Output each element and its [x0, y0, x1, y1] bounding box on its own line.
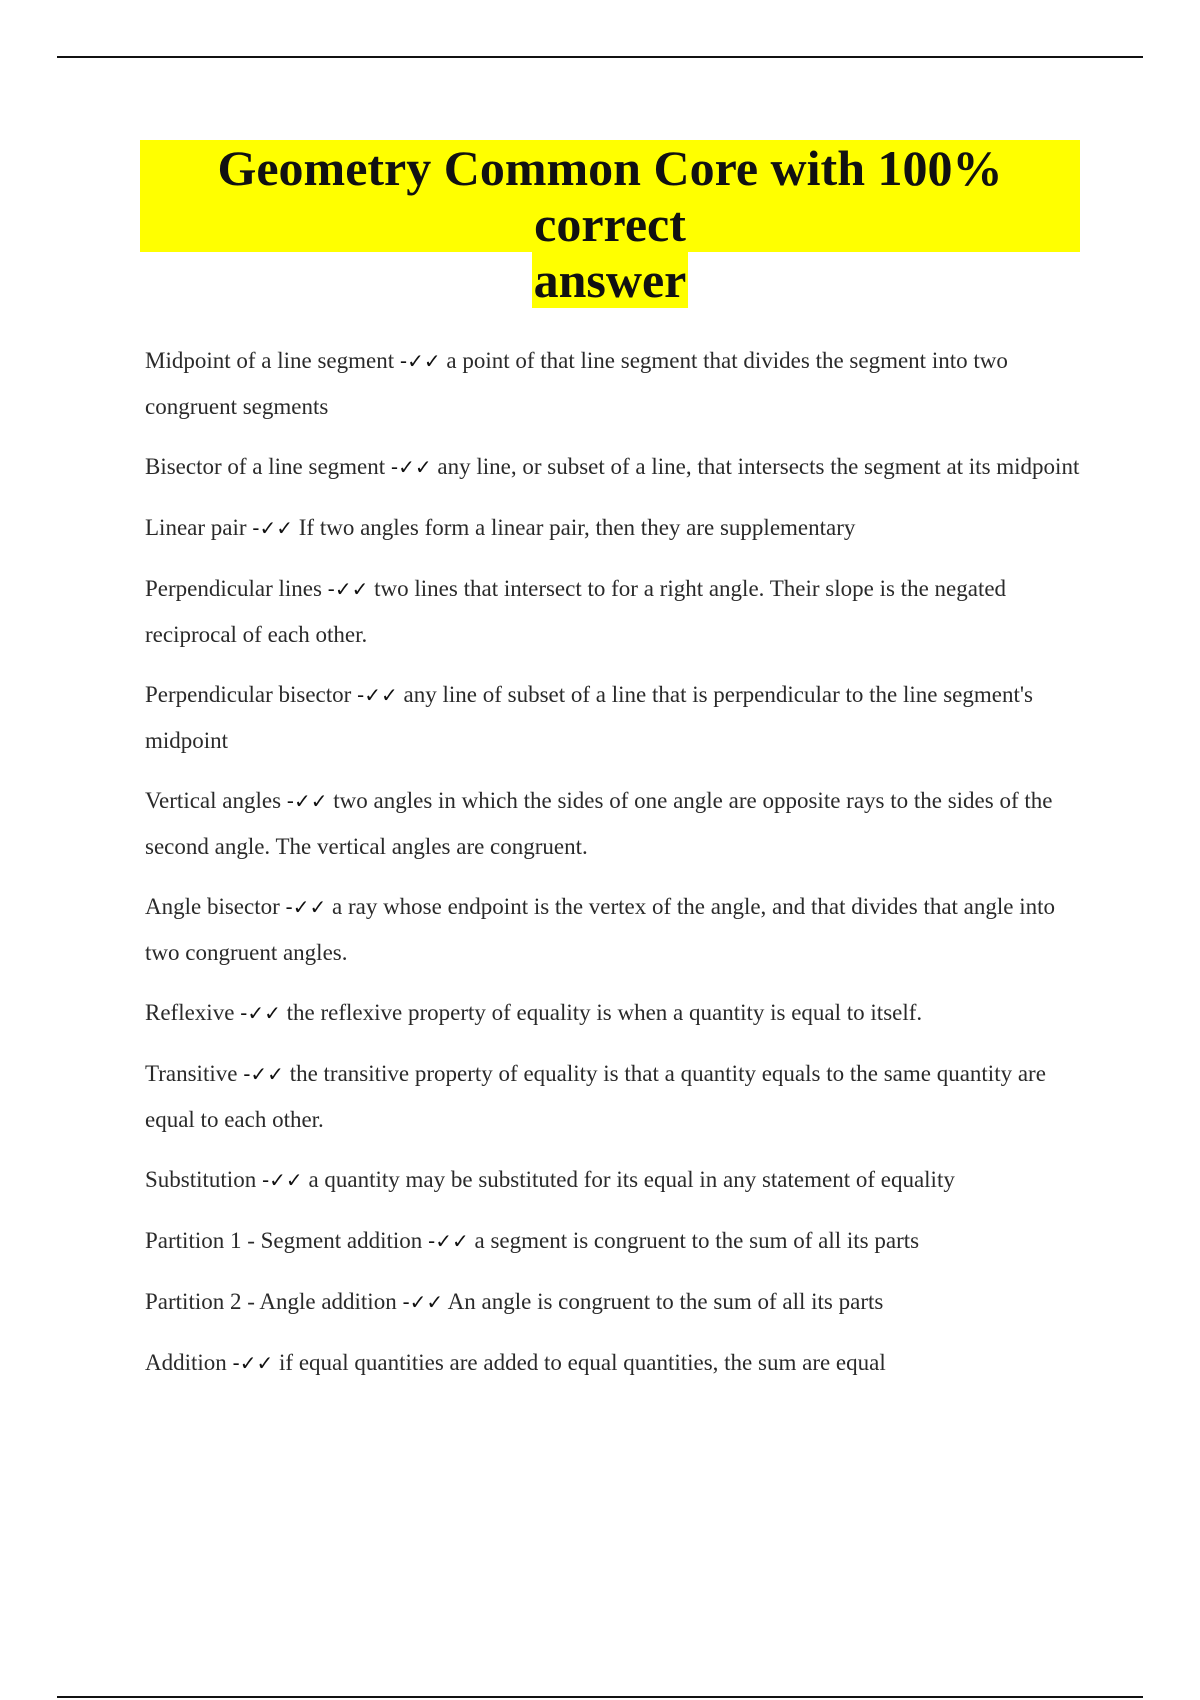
entry-definition: a quantity may be substituted for its equal in any statement of equality: [308, 1167, 955, 1192]
title-line-1: Geometry Common Core with 100% correct: [140, 140, 1080, 252]
definition-entry: [145, 505, 1095, 551]
entry-definition: the reflexive property of equality is when a quantity is equal to itself.: [286, 1000, 923, 1025]
definition-entry: [145, 338, 1095, 429]
entry-definition: If two angles form a linear pair, then they are supplementary: [298, 515, 856, 540]
check-separator: -✓✓: [286, 789, 328, 813]
definition-entry: [145, 778, 1095, 869]
bottom-rule: [57, 1696, 1143, 1698]
check-separator: -✓✓: [357, 683, 398, 707]
entry-term: Angle bisector: [145, 894, 280, 919]
entry-definition: a segment is congruent to the sum of all its parts: [474, 1228, 920, 1253]
definition-entry: [145, 1157, 1095, 1203]
document-title: [140, 140, 1080, 308]
entry-term: Partition 2 - Angle addition: [145, 1289, 397, 1314]
entry-definition: a point of that line segment that divides the segment into two congruent segments: [145, 348, 1008, 419]
entry-definition: any line of subset of a line that is perpendicular to the line segment's midpoint: [145, 682, 1033, 753]
entry-definition: a ray whose endpoint is the vertex of the angle, and that divides that angle into two congruent angles.: [145, 894, 1056, 965]
entry-term: Addition: [145, 1350, 227, 1375]
entry-definition: any line, or subset of a line, that intersects the segment at its midpoint: [437, 454, 1080, 479]
definition-entry: [145, 884, 1095, 975]
entry-term: Vertical angles: [145, 788, 282, 813]
entry-term: Partition 1 - Segment addition: [145, 1228, 423, 1253]
entry-term: Perpendicular lines: [145, 576, 322, 601]
entry-definition: the transitive property of equality is that a quantity equals to the same quantity are equal to each other.: [145, 1061, 1046, 1132]
entry-definition: two lines that intersect to for a right angle. Their slope is the negated reciprocal of each other.: [145, 576, 1007, 647]
definition-entry: [145, 990, 1095, 1036]
entry-term: Bisector of a line segment: [145, 454, 386, 479]
entry-term: Linear pair: [145, 515, 247, 540]
check-separator: -✓✓: [327, 577, 369, 601]
check-separator: -✓✓: [428, 1229, 469, 1253]
entry-term: Perpendicular bisector: [145, 682, 352, 707]
entry-definition: if equal quantities are added to equal quantities, the sum are equal: [279, 1350, 886, 1375]
check-separator: -✓✓: [285, 895, 327, 919]
entry-definition: two angles in which the sides of one angle are opposite rays to the sides of the second angle. The vertical angles are congruent.: [145, 788, 1053, 859]
check-separator: -✓✓: [252, 516, 294, 540]
entry-term: Substitution: [145, 1167, 257, 1192]
definition-entry: [145, 672, 1095, 763]
check-separator: -✓✓: [240, 1001, 281, 1025]
check-separator: -✓✓: [390, 455, 432, 479]
entry-term: Midpoint of a line segment: [145, 348, 395, 373]
check-separator: -✓✓: [399, 349, 441, 373]
definition-list: [145, 338, 1095, 1401]
check-separator: -✓✓: [232, 1351, 274, 1375]
check-separator: -✓✓: [243, 1062, 284, 1086]
definition-entry: [145, 444, 1095, 490]
definition-entry: [145, 1340, 1095, 1386]
definition-entry: [145, 1051, 1095, 1142]
entry-definition: An angle is congruent to the sum of all its parts: [447, 1289, 884, 1314]
entry-term: Transitive: [145, 1061, 238, 1086]
check-separator: -✓✓: [261, 1168, 303, 1192]
check-separator: -✓✓: [402, 1290, 444, 1314]
top-rule: [57, 56, 1143, 58]
definition-entry: [145, 566, 1095, 657]
entry-term: Reflexive: [145, 1000, 235, 1025]
definition-entry: [145, 1279, 1095, 1325]
definition-entry: [145, 1218, 1095, 1264]
title-line-2: answer: [533, 252, 687, 308]
